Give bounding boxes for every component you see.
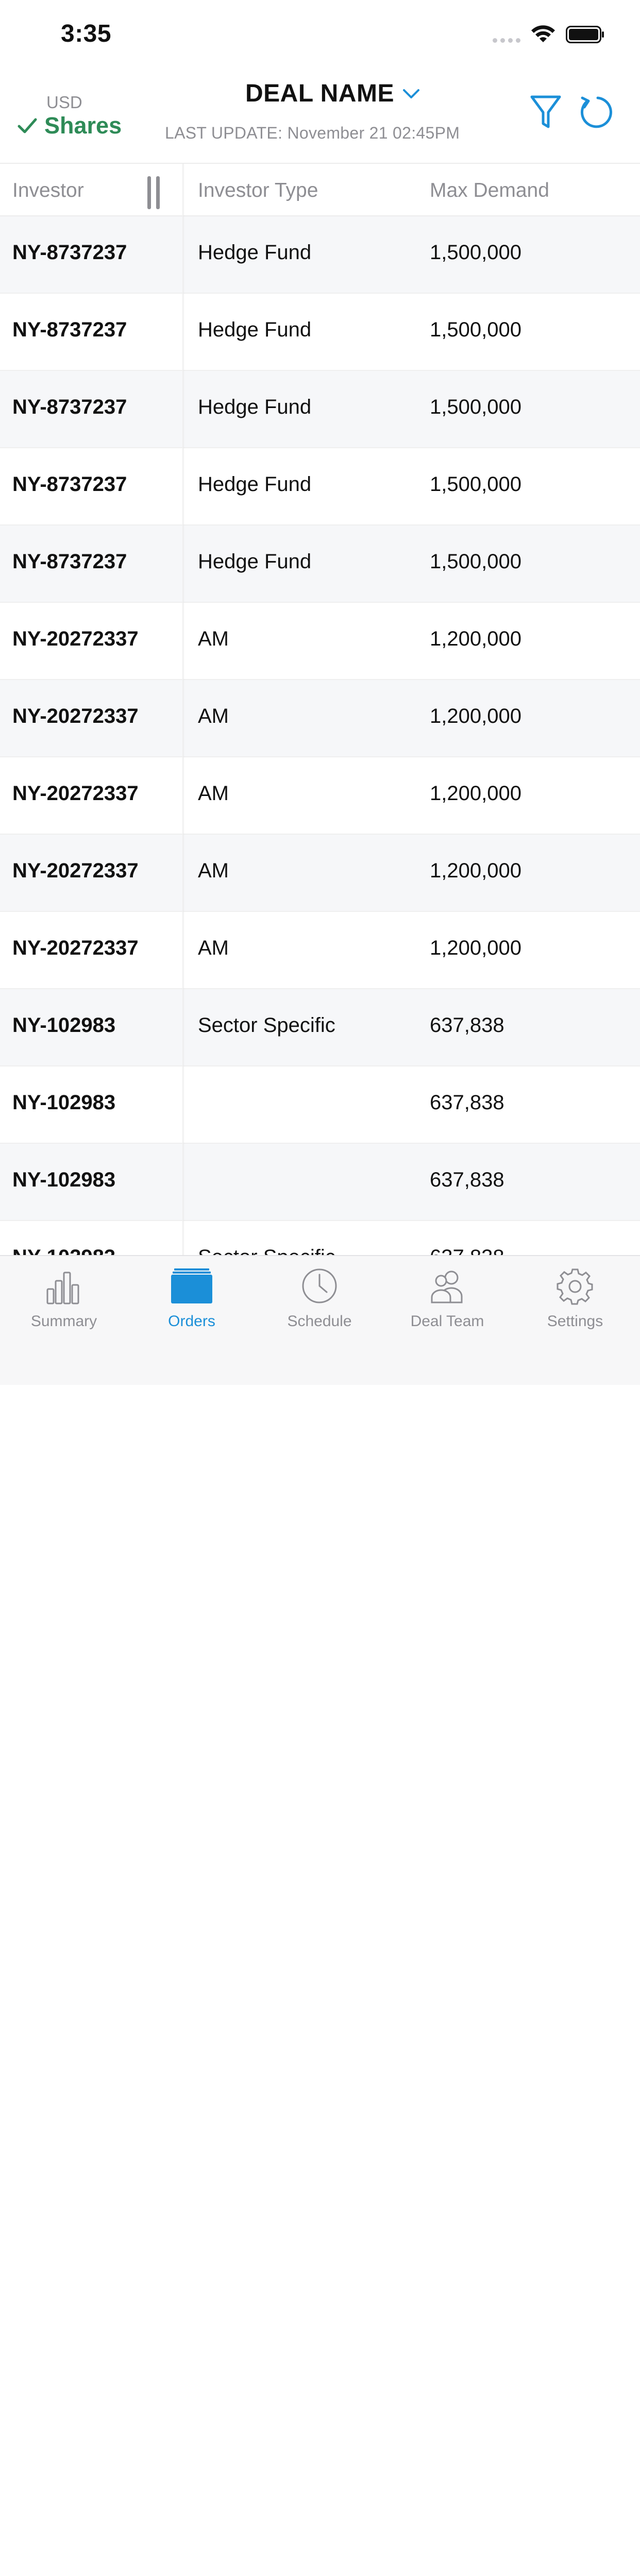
chevron-down-icon <box>402 88 420 99</box>
table-header <box>0 164 640 216</box>
filter-icon[interactable] <box>530 94 562 130</box>
tab-bar <box>0 1255 640 1385</box>
tab-label-schedule: Schedule <box>287 1313 352 1330</box>
bar-chart-icon <box>43 1266 85 1306</box>
table-row[interactable] <box>0 680 640 757</box>
deal-name: DEAL NAME <box>245 80 394 107</box>
investor-type-cell: Sector Specific <box>198 1014 335 1037</box>
refresh-icon[interactable] <box>577 94 614 130</box>
max-demand-cell: 1,200,000 <box>430 937 521 959</box>
investor-cell: NY-20272337 <box>12 937 139 959</box>
max-demand-cell: 1,500,000 <box>430 396 521 418</box>
table-body <box>0 216 640 1298</box>
investor-type-cell: Hedge Fund <box>198 318 312 341</box>
max-demand-cell: 637,838 <box>430 1168 504 1191</box>
currency-label[interactable]: USD <box>46 93 82 112</box>
investor-type-cell: AM <box>198 628 229 650</box>
team-icon <box>427 1266 468 1306</box>
investor-cell: NY-8737237 <box>12 241 127 264</box>
investor-type-cell: AM <box>198 859 229 882</box>
table-row[interactable] <box>0 448 640 526</box>
table-row[interactable] <box>0 526 640 603</box>
status-bar <box>0 0 640 67</box>
table-row[interactable] <box>0 1066 640 1144</box>
tab-deal-team[interactable] <box>383 1266 511 1344</box>
table-row[interactable] <box>0 216 640 294</box>
investor-cell: NY-102983 <box>12 1091 116 1114</box>
column-header-max-demand[interactable]: Max Demand <box>430 179 549 201</box>
tab-orders[interactable] <box>128 1266 256 1344</box>
last-update-text: LAST UPDATE: November 21 02:45PM <box>165 124 460 142</box>
cellular-signal-icon <box>493 38 520 43</box>
max-demand-cell: 637,838 <box>430 1014 504 1037</box>
max-demand-cell: 1,500,000 <box>430 241 521 264</box>
max-demand-cell: 1,200,000 <box>430 782 521 805</box>
header <box>0 67 640 164</box>
column-resize-handle-icon[interactable] <box>147 176 163 209</box>
investor-cell: NY-20272337 <box>12 859 139 882</box>
orders-table <box>0 164 640 1255</box>
max-demand-cell: 1,200,000 <box>430 705 521 727</box>
tab-summary[interactable] <box>0 1266 128 1344</box>
investor-cell: NY-8737237 <box>12 396 127 418</box>
investor-cell: NY-102983 <box>12 1168 116 1191</box>
investor-type-cell: AM <box>198 705 229 727</box>
max-demand-cell: 1,500,000 <box>430 473 521 496</box>
gear-icon <box>554 1266 596 1306</box>
column-header-investor-type[interactable]: Investor Type <box>198 179 318 201</box>
clock-icon <box>299 1266 340 1306</box>
investor-cell: NY-20272337 <box>12 628 139 650</box>
table-row[interactable] <box>0 835 640 912</box>
max-demand-cell: 1,200,000 <box>430 859 521 882</box>
deal-selector[interactable] <box>245 79 420 108</box>
investor-type-cell: Hedge Fund <box>198 241 312 264</box>
investor-cell: NY-102983 <box>12 1014 116 1037</box>
tab-label-settings: Settings <box>547 1313 603 1330</box>
column-header-investor[interactable]: Investor <box>12 179 84 201</box>
table-row[interactable] <box>0 371 640 448</box>
investor-type-cell: AM <box>198 937 229 959</box>
investor-type-cell: Hedge Fund <box>198 473 312 496</box>
investor-type-cell: AM <box>198 782 229 805</box>
tab-schedule[interactable] <box>256 1266 383 1344</box>
table-row[interactable] <box>0 294 640 371</box>
max-demand-cell: 1,500,000 <box>430 318 521 341</box>
status-time: 3:35 <box>61 20 112 47</box>
tab-settings[interactable] <box>511 1266 639 1344</box>
shares-toggle[interactable] <box>18 112 122 139</box>
shares-label: Shares <box>44 112 122 139</box>
tab-label-orders: Orders <box>168 1313 215 1330</box>
max-demand-cell: 637,838 <box>430 1091 504 1114</box>
investor-cell: NY-20272337 <box>12 705 139 727</box>
orders-icon <box>171 1266 212 1306</box>
investor-cell: NY-8737237 <box>12 318 127 341</box>
checkmark-icon <box>18 117 37 134</box>
table-row[interactable] <box>0 912 640 989</box>
investor-cell: NY-8737237 <box>12 473 127 496</box>
investor-type-cell: Hedge Fund <box>198 396 312 418</box>
column-divider <box>182 164 184 1255</box>
wifi-icon <box>530 24 557 44</box>
tab-label-summary: Summary <box>30 1313 97 1330</box>
investor-type-cell: Hedge Fund <box>198 550 312 573</box>
tab-label-deal-team: Deal Team <box>410 1313 484 1330</box>
table-row[interactable] <box>0 757 640 835</box>
battery-icon <box>566 26 605 43</box>
max-demand-cell: 1,500,000 <box>430 550 521 573</box>
max-demand-cell: 1,200,000 <box>430 628 521 650</box>
investor-cell: NY-20272337 <box>12 782 139 805</box>
table-row[interactable] <box>0 603 640 680</box>
table-row[interactable] <box>0 1144 640 1221</box>
table-row[interactable] <box>0 989 640 1066</box>
investor-cell: NY-8737237 <box>12 550 127 573</box>
